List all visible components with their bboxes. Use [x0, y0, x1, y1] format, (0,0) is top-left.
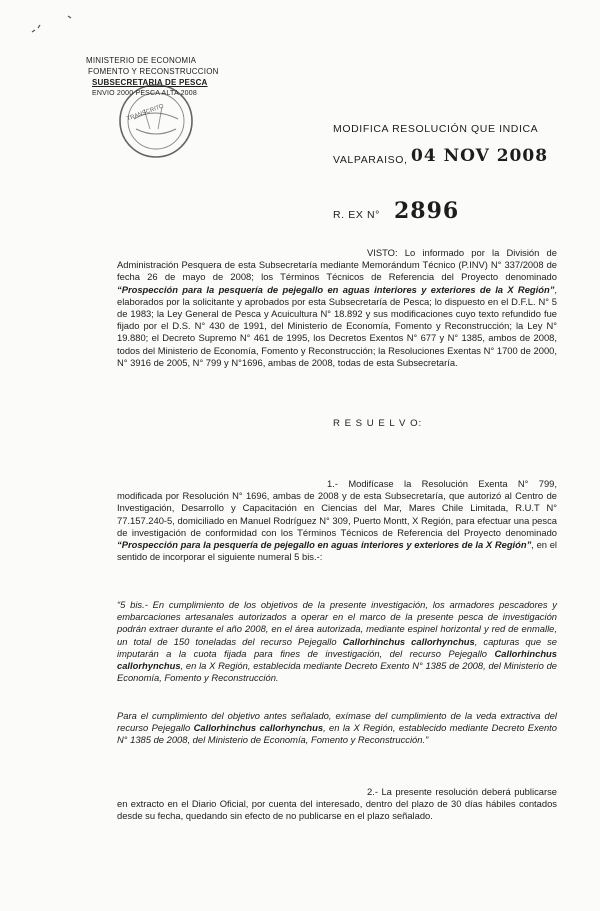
resuelvo-item-2: [117, 786, 557, 823]
bis-text-b: , capturas que se imputarán a la cuota fijada para fines de investigación, del recurso Pejegallo: [117, 635, 558, 659]
round-seal-icon: [114, 79, 198, 163]
item-2-number: 2.-: [367, 786, 378, 797]
visto-paragraph: [117, 247, 557, 369]
visto-text-1: Lo informado por la División de Administración Pesquera de esta Subsecretaría mediante Memorándum Técnico (P.INV) N° 337/2008 de fecha 26 de mayo de 2008; los Términos Técnicos de Referencia del Proyecto denominado: [117, 247, 557, 283]
species-name-1: Callorhinchus callorhynchus: [342, 635, 475, 647]
visto-project-name: “Prospección para la pesquería de pejegallo en aguas interiores y exteriores de la X Región”: [117, 283, 555, 295]
ministry-stamp: [86, 55, 226, 155]
resuelvo-label: R E S U E L V O:: [333, 418, 423, 429]
place-label: VALPARAISO,: [333, 154, 408, 166]
rex-label: R. EX N°: [333, 209, 380, 221]
item-1-number: 1.-: [327, 478, 338, 489]
visto-label: VISTO:: [367, 247, 398, 258]
date-handwritten: 04 NOV 2008: [411, 146, 549, 166]
stamp-line-4: ENVIO 2000 PESCA ALTA 2008: [92, 90, 197, 97]
species-name-3: Callorhinchus callorhynchus: [193, 722, 324, 734]
bis2-text-b: , en la X Región, establecido mediante Decreto Exento N° 1385 de 2008, del Ministerio de Economía, Fomento y Reconstrucción.”: [117, 722, 557, 746]
scan-marks: [28, 12, 78, 42]
bis-text-a: “5 bis.- En cumplimiento de los objetivos de la presente investigación, los armadores pescadores y embarcaciones artesanales autorizados a operar en el marco de la presente pesca de investigación podrán extraer durante el año 2008, en el área autorizada, mediante espinel horizontal y red de enmalle, un total de 150 toneladas del recurso Pejegallo: [117, 599, 557, 647]
item-2-text: La presente resolución deberá publicarse en extracto en el Diario Oficial, por cuenta del interesado, dentro del plazo de 30 días hábiles contados desde su fecha, quedando sin efecto de no publicarse en el plazo señalado.: [117, 786, 557, 822]
bis-paragraph-2: [117, 710, 557, 747]
stamp-line-1: MINISTERIO DE ECONOMIA: [86, 56, 197, 65]
seal-text: TRANSCRITO: [126, 103, 165, 123]
item-1-project-name: “Prospección para la pesquería de pejegallo en aguas interiores y exteriores de la X Región”: [117, 539, 532, 551]
stamp-line-2: FOMENTO Y RECONSTRUCCION: [88, 67, 219, 76]
resuelvo-item-1: [117, 478, 557, 563]
item-1-text-a: Modifícase la Resolución Exenta N° 799, modificada por Resolución N° 1696, ambas de 2008 y de esta Subsecretaría, que autorizó al Centro de Investigación, Desarrollo y Capacitación en Ciencias del Mar, Mares Chile Limitada, R.U.T N° 77.157.240-5, domiciliado en Manuel Rodríguez N° 309, Puerto Montt, X Región, para efectuar una pesca de investigación de conformidad con los Términos Técnicos de Referencia del Proyecto denominado: [117, 478, 557, 538]
visto-text-2: , elaborados por la solicitante y aprobados por esta Subsecretaría de Pesca; lo dispuesto en el D.F.L. N° 5 de 1983; la Ley General de Pesca y Acuicultura N° 18.892 y sus modificaciones cuyo texto refundido fue fijado por el D.S. N° 430 de 1991, del Ministerio de Economía, Fomento y Reconstrucción; la Ley N° 19.880; el Decreto Supremo N° 461 de 1995, los Decretos Exentos N° 677 y N° 1385, ambos de 2008, todos del Ministerio de Economía, Fomento y Reconstrucción; la Resoluciones Exentas N° 1700 de 2000, N° 3916 de 2005, N° 799 y N°1696, ambas de 2008, todas de esta Subsecretaría.: [117, 283, 557, 368]
item-1-text-b: , en el sentido de incorporar el siguiente numeral 5 bis.-:: [117, 539, 557, 563]
subject-line: MODIFICA RESOLUCIÓN QUE INDICA: [333, 123, 539, 135]
rex-number: 2896: [394, 198, 460, 224]
bis2-text-a: Para el cumplimiento del objetivo antes señalado, exímase del cumplimiento de la veda extractiva del recurso Pejegallo: [117, 710, 557, 734]
stamp-line-3: SUBSECRETARIA DE PESCA: [92, 78, 208, 87]
species-name-2: Callorhinchus callorhynchus: [117, 647, 557, 672]
bis-paragraph-1: [117, 599, 557, 684]
bis-text-c: , en la X Región, establecida mediante Decreto Exento N° 1385 de 2008, del Ministerio de Economía, Fomento y Reconstrucción.: [117, 660, 557, 684]
